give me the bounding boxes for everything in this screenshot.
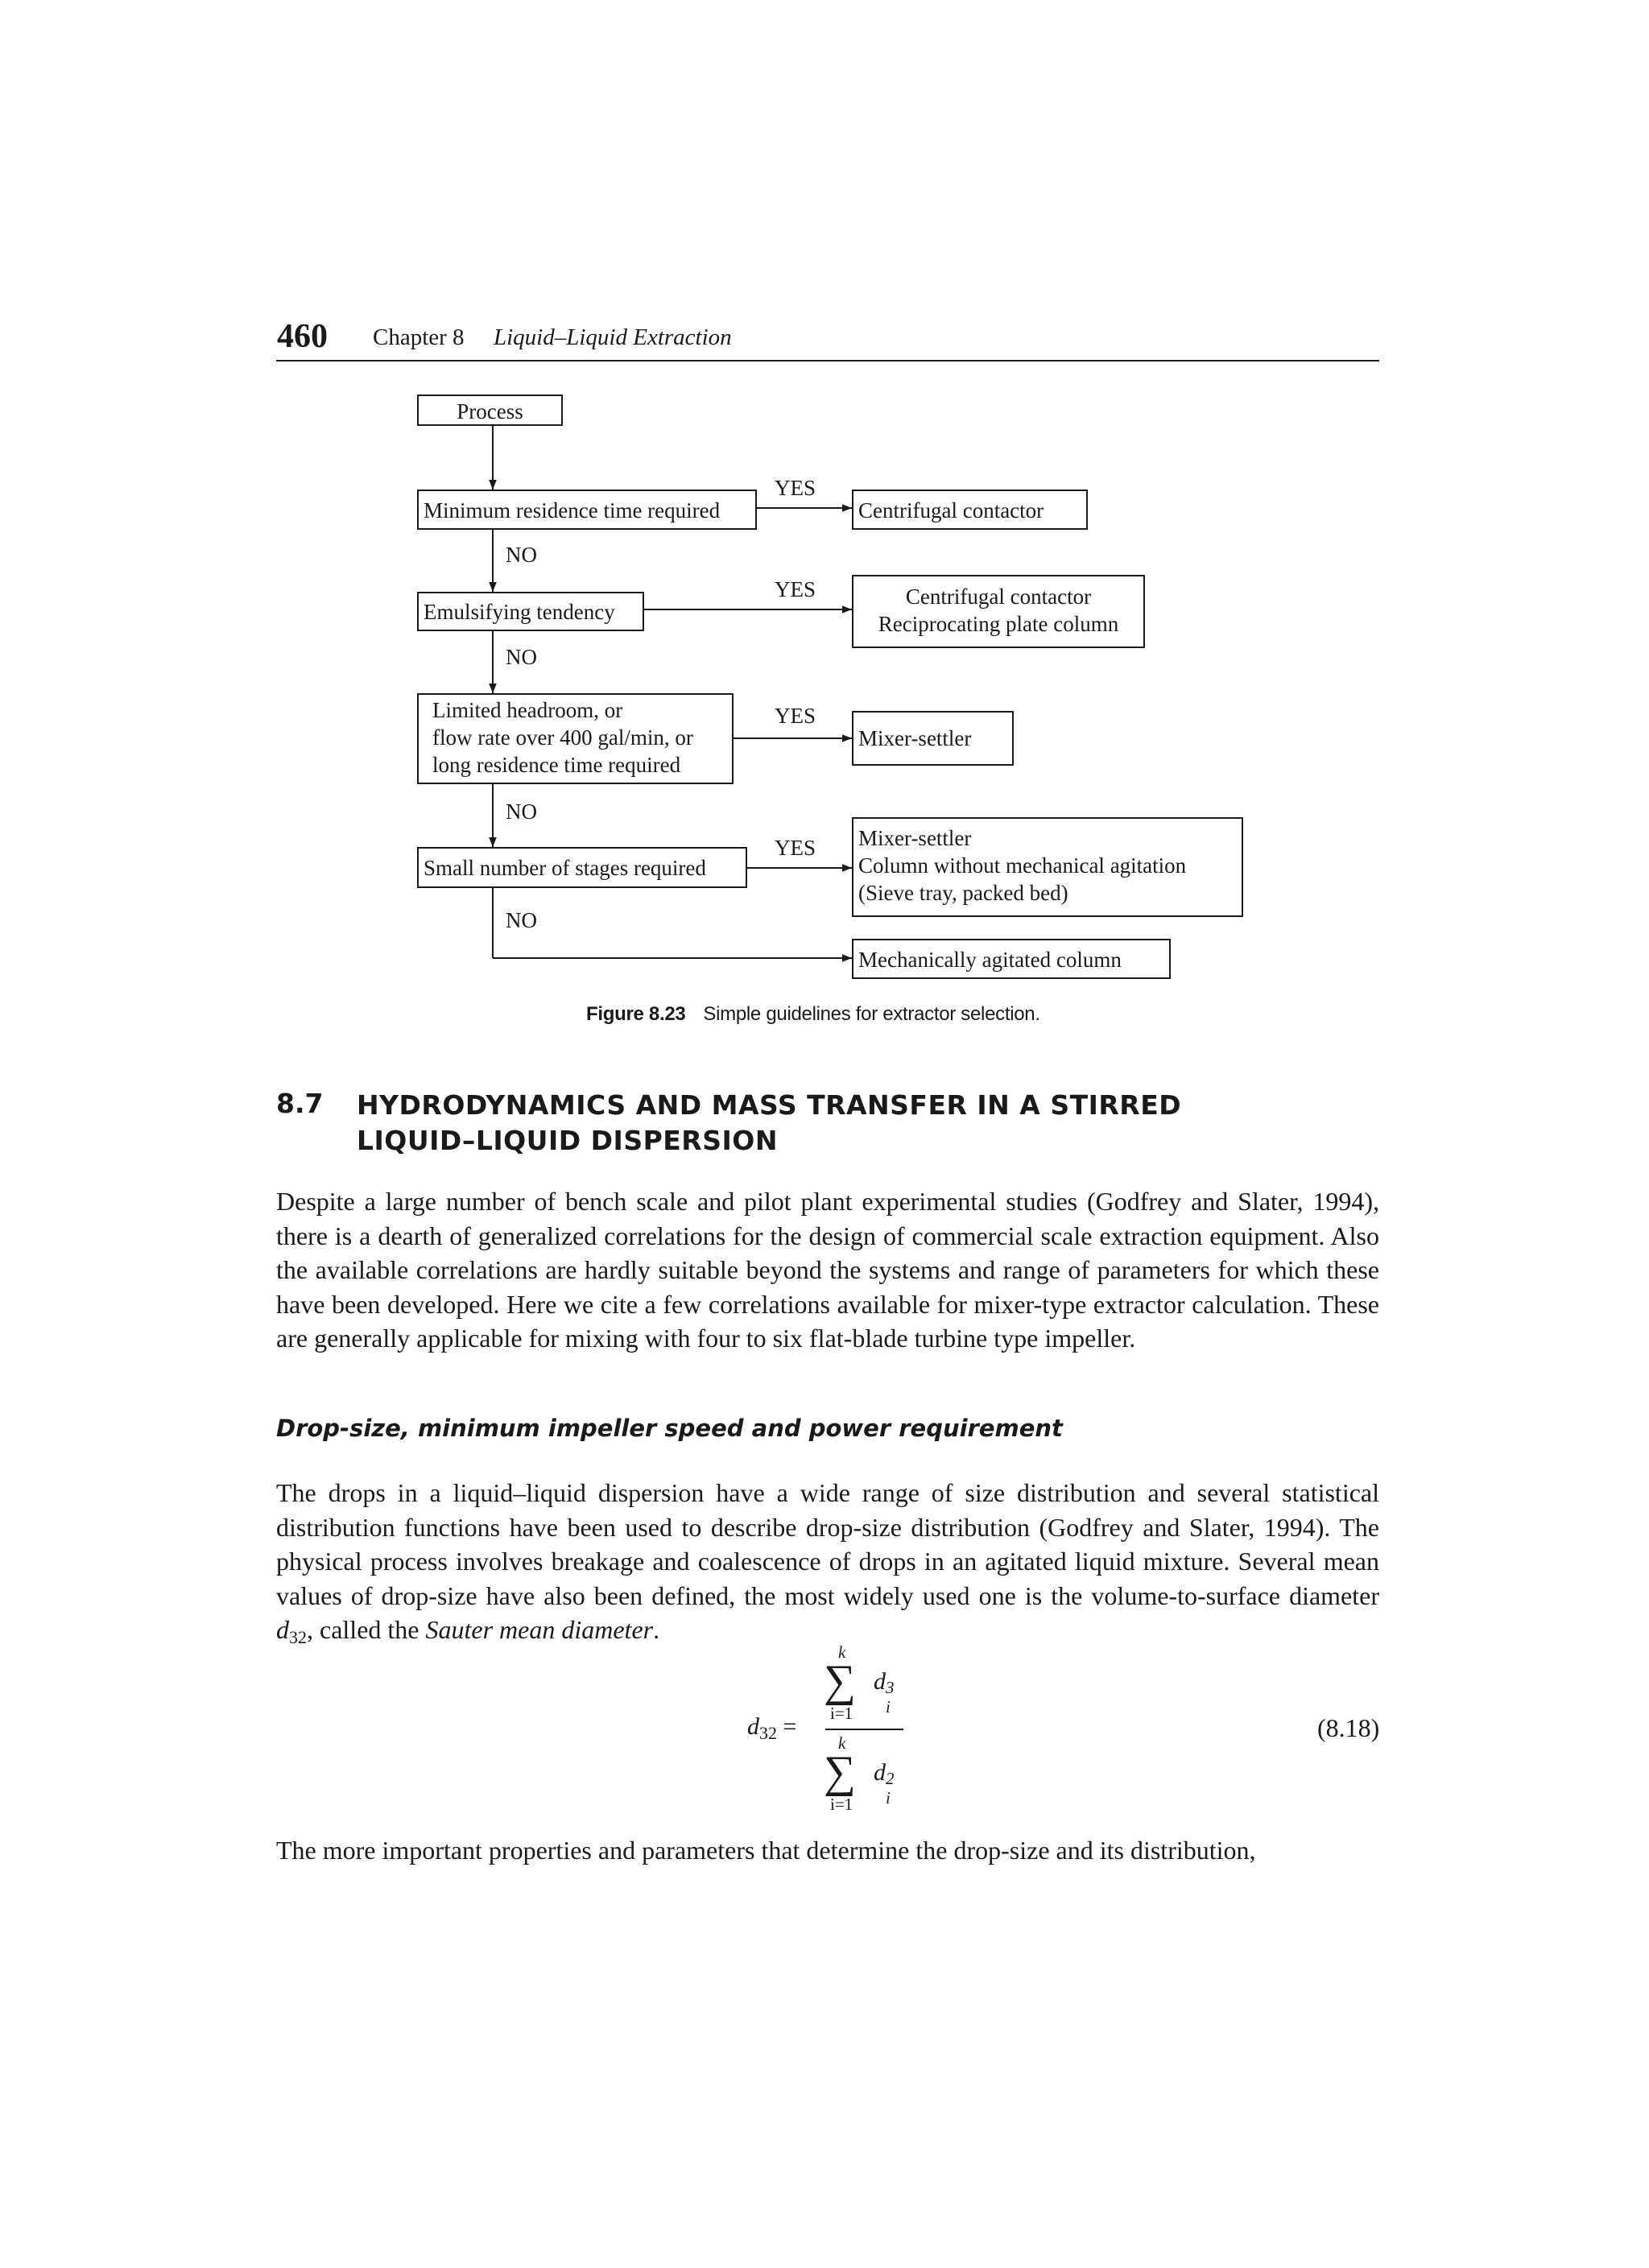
decision-3-line-2: flow rate over 400 gal/min, or bbox=[432, 725, 693, 750]
fraction-bar bbox=[825, 1729, 903, 1730]
yes-label-3: YES bbox=[775, 704, 816, 728]
page-number: 460 bbox=[277, 318, 328, 355]
decision-3-line-1: Limited headroom, or bbox=[432, 698, 623, 722]
decision-3-line-3: long residence time required bbox=[432, 753, 681, 777]
flow-decision-1: Minimum residence time required bbox=[417, 490, 757, 530]
figure-caption-text: Simple guidelines for extractor selection. bbox=[703, 1003, 1040, 1025]
equation-lhs: $d_{32}$ = bbox=[747, 1713, 797, 1743]
section-number: 8.7 bbox=[276, 1088, 324, 1119]
no-label-3: NO bbox=[506, 799, 537, 824]
den-lower-limit: i=1 bbox=[830, 1795, 853, 1814]
flow-outcome-5: Mechanically agitated column bbox=[852, 939, 1171, 979]
den-sigma: ∑ bbox=[824, 1747, 856, 1797]
flow-decision-4: Small number of stages required bbox=[417, 847, 747, 888]
section-title: HYDRODYNAMICS AND MASS TRANSFER IN A STIRRED LIQUID–LIQUID DISPERSION bbox=[357, 1089, 1182, 1156]
no-label-4: NO bbox=[506, 908, 537, 932]
flow-outcome-3: Mixer-settler bbox=[852, 711, 1014, 766]
figure-caption bbox=[586, 1003, 1040, 1026]
no-label-2: NO bbox=[506, 645, 537, 669]
chapter-title: Liquid–Liquid Extraction bbox=[494, 324, 732, 350]
figure-label: Figure 8.23 bbox=[586, 1003, 686, 1025]
den-term: d 2 i bbox=[874, 1759, 895, 1807]
yes-label-2: YES bbox=[775, 577, 816, 601]
outcome-4-line-1: Mixer-settler bbox=[858, 826, 972, 850]
equation-number: (8.18) bbox=[1317, 1713, 1380, 1742]
flow-outcome-4 bbox=[852, 817, 1243, 917]
paragraph-1: Despite a large number of bench scale and pilot plant experimental studies (Godfrey and Slater, 1994), there is a dearth of generalized correlations for the design of commercial scale extraction equipment. Also the available correlations are hardly suitable beyond the systems and range of parameters for which these have been developed. Here we cite a few correlations available for mixer-type extractor calculation. These are generally applicable for mixing with four to six flat-blade turbine type impeller. bbox=[276, 1187, 1379, 1353]
flow-outcome-2 bbox=[852, 575, 1145, 648]
num-lower-limit: i=1 bbox=[830, 1704, 853, 1723]
paragraph-2: The drops in a liquid–liquid dispersion have a wide range of size distribution and several statistical distribution functions have been used to describe drop-size distribution (Godfrey and Slater, 1994). The physical process involves breakage and coalescence of drops in an agitated liquid mixture. Several mean values of drop-size have also been defined, the most widely used one is the volume-to-surface diameter $d_{32}$, called the Sauter mean diameter. bbox=[276, 1478, 1379, 1647]
outcome-4-line-3: (Sieve tray, packed bed) bbox=[858, 881, 1068, 905]
paragraph-3: The more important properties and parameters that determine the drop-size and its distribution, bbox=[276, 1836, 1256, 1865]
num-term: d 3 i bbox=[874, 1668, 895, 1716]
flow-decision-2: Emulsifying tendency bbox=[417, 592, 644, 631]
outcome-2-line-1: Centrifugal contactor bbox=[905, 585, 1092, 609]
yes-label-1: YES bbox=[775, 476, 816, 500]
chapter-label: Chapter 8 bbox=[373, 324, 465, 350]
yes-label-4: YES bbox=[775, 836, 816, 860]
outcome-2-line-2: Reciprocating plate column bbox=[878, 612, 1119, 636]
flow-start-process: Process bbox=[417, 395, 563, 426]
flow-decision-3 bbox=[417, 693, 734, 784]
num-upper-limit: k bbox=[838, 1642, 846, 1662]
den-upper-limit: k bbox=[838, 1733, 846, 1753]
flow-outcome-1: Centrifugal contactor bbox=[852, 490, 1088, 530]
num-sigma: ∑ bbox=[824, 1656, 856, 1706]
no-label-1: NO bbox=[506, 543, 537, 567]
subheading: Drop-size, minimum impeller speed and power requirement bbox=[276, 1415, 1063, 1442]
outcome-4-line-2: Column without mechanical agitation bbox=[858, 853, 1187, 878]
